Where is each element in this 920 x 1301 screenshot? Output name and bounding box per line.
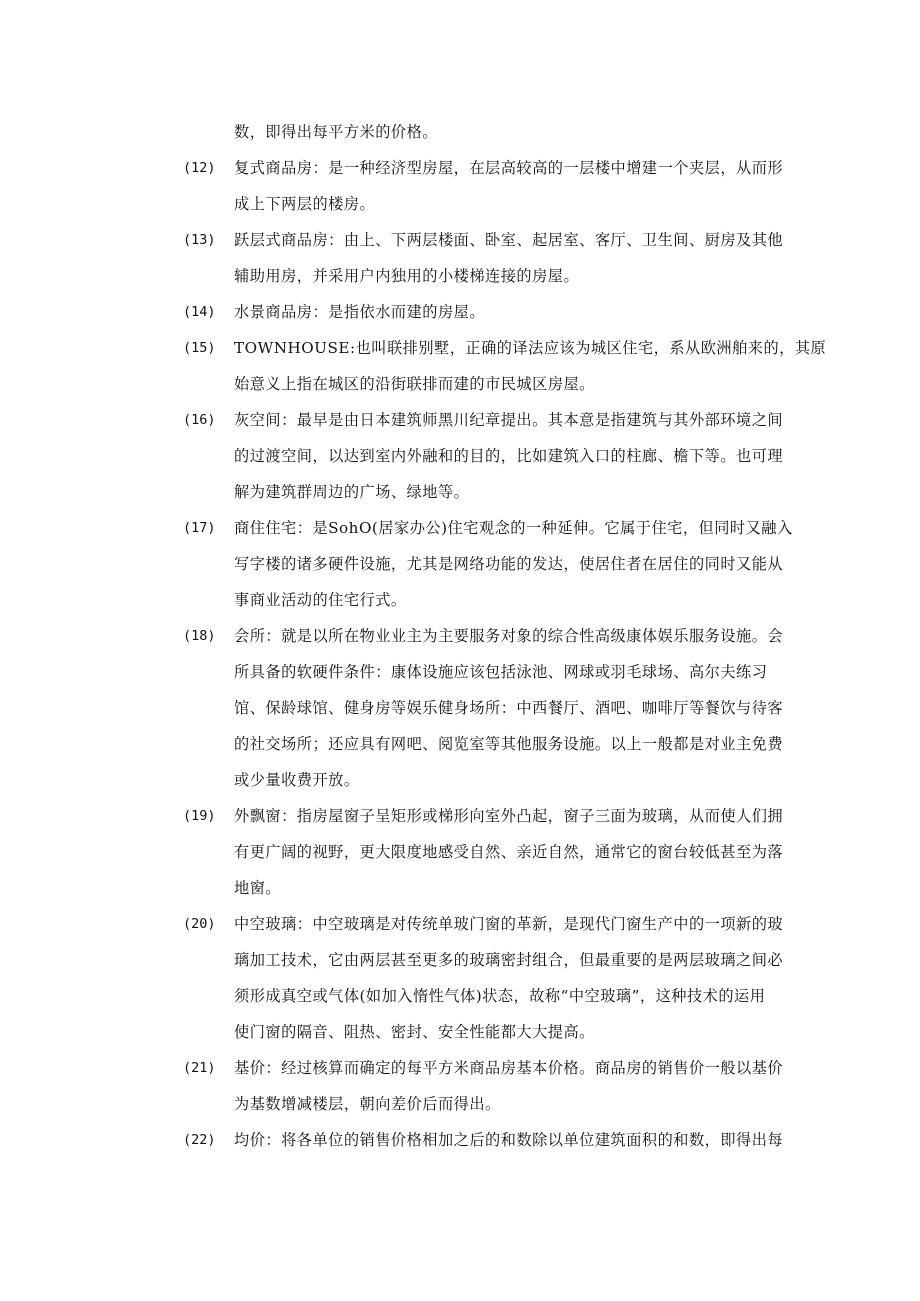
entry-number: (14)	[183, 304, 216, 320]
entry-text-line: 使门窗的隔音、阻热、密封、安全性能都大大提高。	[234, 1023, 595, 1041]
entry-text-line: 的过渡空间，以达到室内外融和的目的，比如建筑入口的柱廊、檐下等。也可理	[234, 447, 784, 465]
entry-text-line: 所具备的软硬件条件：康体设施应该包括泳池、网球或羽毛球场、高尔夫练习	[234, 663, 768, 681]
entry-number: (16)	[183, 412, 216, 428]
entry-text	[234, 510, 793, 618]
entry-text-line: 灰空间：最早是由日本建筑师黑川纪章提出。其本意是指建筑与其外部环境之间	[234, 411, 784, 429]
entry-number: (22)	[183, 1132, 216, 1148]
entry-text-line: 外飘窗：指房屋窗子呈矩形或梯形向室外凸起，窗子三面为玻璃，从而使人们拥	[234, 807, 784, 825]
entry-text-line: 成上下两层的楼房。	[234, 195, 376, 213]
entry-text-line: TOWNHOUSE:也叫联排别墅，正确的译法应该为城区住宅，系从欧洲舶来的，其原	[234, 339, 827, 357]
entry-text-line: 地窗。	[234, 879, 282, 897]
entry-text-line: 辅助用房，并采用户内独用的小楼梯连接的房屋。	[234, 267, 580, 285]
entry-number: (18)	[183, 628, 216, 644]
entry-text-line: 写字楼的诸多硬件设施，尤其是网络功能的发达，使居住者在居住的同时又能从	[234, 555, 784, 573]
entry-text	[234, 330, 827, 402]
entry-text	[234, 906, 784, 1050]
entry-text	[234, 222, 784, 294]
entry-text-line: 基价：经过核算而确定的每平方米商品房基本价格。商品房的销售价一般以基价	[234, 1059, 784, 1077]
entry-text	[234, 150, 784, 222]
entry-text	[234, 402, 784, 510]
entry-text-line: 或少量收费开放。	[234, 771, 360, 789]
entry-text-line: 馆、保龄球馆、健身房等娱乐健身场所：中西餐厅、酒吧、咖啡厅等餐饮与待客	[234, 699, 784, 717]
entry-text-line: 须形成真空或气体(如加入惰性气体)状态，故称“中空玻璃”，这种技术的运用	[234, 987, 766, 1005]
entry-text	[234, 618, 784, 798]
entry-text-line: 解为建筑群周边的广场、绿地等。	[234, 483, 470, 501]
entry-text-line: 跃层式商品房：由上、下两层楼面、卧室、起居室、客厅、卫生间、厨房及其他	[234, 231, 784, 249]
entry-text	[234, 798, 784, 906]
entry-text-line: 复式商品房：是一种经济型房屋，在层高较高的一层楼中增建一个夹层，从而形	[234, 159, 784, 177]
entry-text-line: 的社交场所；还应具有网吧、阅览室等其他服务设施。以上一般都是对业主免费	[234, 735, 784, 753]
entry-text	[234, 294, 779, 330]
continuation-line: 数，即得出每平方米的价格。	[234, 123, 438, 141]
entry-text	[234, 1050, 784, 1122]
entry-number: (20)	[183, 916, 216, 932]
entry-text	[234, 1122, 784, 1158]
entry-text-line: 为基数增减楼层，朝向差价后而得出。	[234, 1095, 501, 1113]
entry-text-line: 事商业活动的住宅行式。	[234, 591, 407, 609]
entry-number: (21)	[183, 1060, 216, 1076]
entry-text-line: 会所：就是以所在物业业主为主要服务对象的综合性高级康体娱乐服务设施。会	[234, 627, 784, 645]
entry-text-line: 均价：将各单位的销售价格相加之后的和数除以单位建筑面积的和数，即得出每	[234, 1131, 784, 1149]
entry-text-line: 璃加工技术，它由两层甚至更多的玻璃密封组合，但最重要的是两层玻璃之间必	[234, 951, 784, 969]
entry-text-line: 有更广阔的视野，更大限度地感受自然、亲近自然，通常它的窗台较低甚至为落	[234, 843, 784, 861]
entry-number: (17)	[183, 520, 216, 536]
entry-number: (12)	[183, 160, 216, 176]
entry-number: (15)	[183, 340, 216, 356]
entry-number: (19)	[183, 808, 216, 824]
entry-number: (13)	[183, 232, 216, 248]
entry-text-line: 水景商品房：是指依水而建的房屋。	[234, 303, 485, 321]
entry-text-line: 始意义上指在城区的沿街联排而建的市民城区房屋。	[234, 375, 595, 393]
entry-text-line: 中空玻璃：中空玻璃是对传统单玻门窗的革新，是现代门窗生产中的一项新的玻	[234, 915, 784, 933]
entry-text-line: 商住住宅：是SohO(居家办公)住宅观念的一种延伸。它属于住宅，但同时又融入	[234, 519, 793, 537]
